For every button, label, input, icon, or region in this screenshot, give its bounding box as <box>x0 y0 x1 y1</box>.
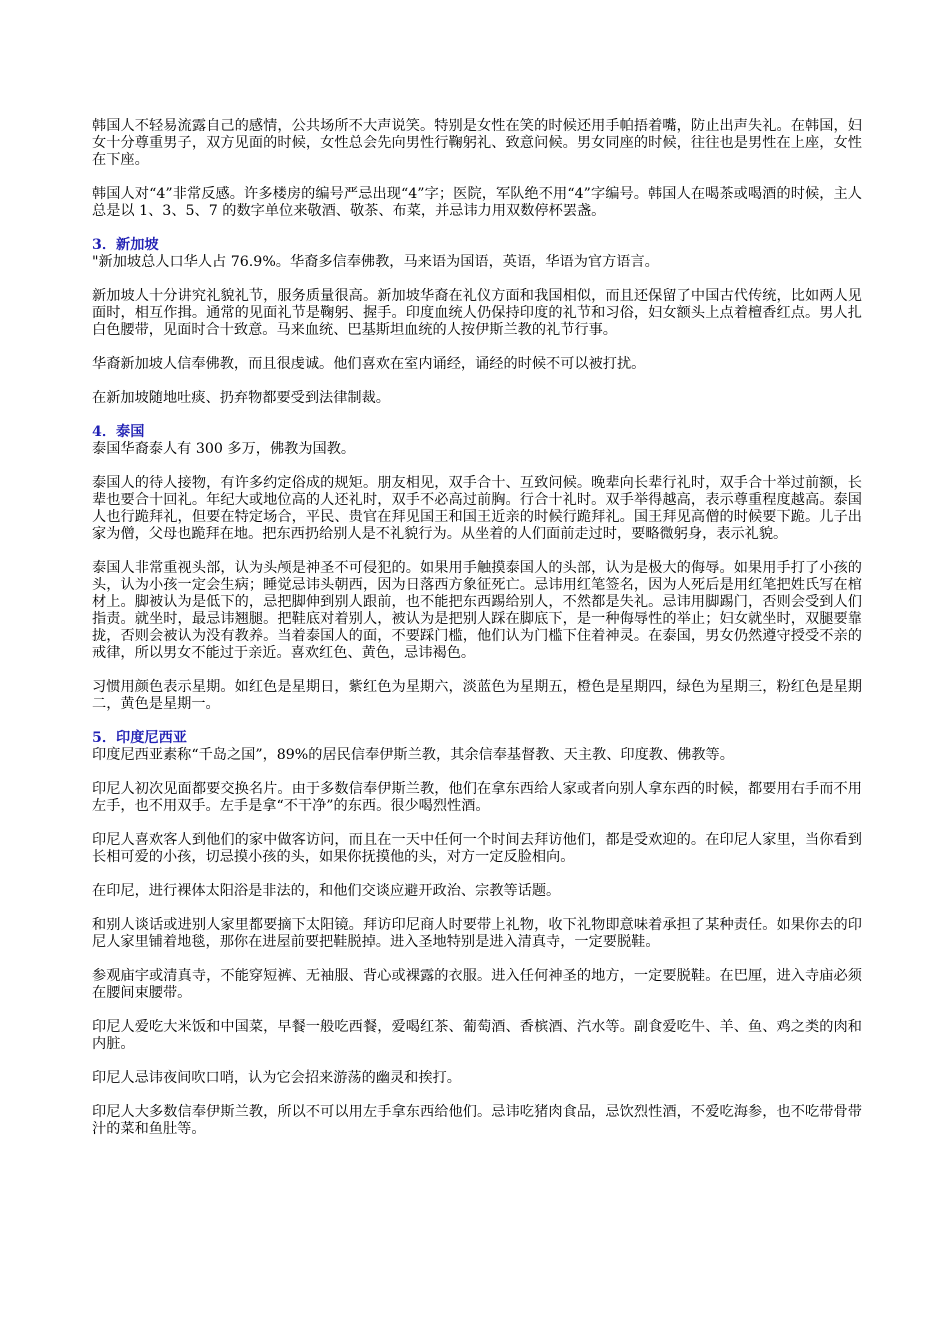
thailand-paragraph-1: 泰国华裔泰人有 300 多万，佛教为国教。 <box>92 441 356 457</box>
singapore-heading: 3．新加坡 <box>92 237 159 253</box>
singapore-paragraph-2: 新加坡人十分讲究礼貌礼节，服务质量很高。新加坡华裔在礼仪方面和我国相似，而且还保留了中国古代传统，比如两人见面时，相互作揖。通常的见面礼节是鞠躬、握手。印度血统人仍保持印度的礼节和习俗，妇女额头上点着檀香红点。男人扎白色腰带，见面时合十致意。马来血统、巴基斯坦血统的人按伊斯兰教的礼节行事。 <box>92 288 862 338</box>
indonesia-paragraph-1: 印度尼西亚素称“千岛之国”，89%的居民信奉伊斯兰教，其余信奉基督教、天主教、印度教、佛教等。 <box>92 747 734 763</box>
thailand-paragraph-4: 习惯用颜色表示星期。如红色是星期日，紫红色为星期六，淡蓝色为星期五，橙色是星期四，绿色为星期三，粉红色是星期二，黄色是星期一。 <box>92 679 862 712</box>
document-page <box>92 118 862 1155</box>
thailand-heading: 4．泰国 <box>92 424 145 440</box>
korea-paragraph-1: 韩国人不轻易流露自己的感情，公共场所不大声说笑。特别是女性在笑的时候还用手帕捂着嘴，防止出声失礼。在韩国，妇女十分尊重男子，双方见面的时候，女性总会先向男性行鞠躬礼、致意问候。男女同座的时候，往往也是男性在上座，女性在下座。 <box>92 118 862 168</box>
thailand-paragraph-3: 泰国人非常重视头部，认为头颅是神圣不可侵犯的。如果用手触摸泰国人的头部，认为是极大的侮辱。如果用手打了小孩的头，认为小孩一定会生病；睡觉忌讳头朝西，因为日落西方象征死亡。忌讳用红笔签名，因为人死后是用红笔把姓氏写在棺材上。脚被认为是低下的，忌把脚伸到别人跟前，也不能把东西踢给别人，不然都是失礼。忌讳用脚踢门，否则会受到人们指责。就坐时，最忌讳翘腿。把鞋底对着别人，被认为是把别人踩在脚底下，是一种侮辱性的举止；妇女就坐时，双腿要靠拢，否则会被认为没有教养。当着泰国人的面，不要踩门槛，他们认为门槛下住着神灵。在泰国，男女仍然遵守授受不亲的戒律，所以男女不能过于亲近。喜欢红色、黄色，忌讳褐色。 <box>92 560 862 661</box>
korea-paragraph-2: 韩国人对“4”非常反感。许多楼房的编号严忌出现“4”字；医院，军队绝不用“4”字编号。韩国人在喝茶或喝酒的时候，主人总是以 1、3、5、7 的数字单位来敬酒、敬茶、布菜，并忌讳力用双数停杯罢盏。 <box>92 186 862 219</box>
indonesia-paragraph-7: 印尼人爱吃大米饭和中国菜，早餐一般吃西餐，爱喝红茶、葡萄酒、香槟酒、汽水等。副食爱吃牛、羊、鱼、鸡之类的肉和内脏。 <box>92 1019 862 1052</box>
singapore-paragraph-1: "新加坡总人口华人占 76.9%。华裔多信奉佛教，马来语为国语，英语，华语为官方语言。 <box>92 254 659 270</box>
singapore-paragraph-3: 华裔新加坡人信奉佛教，而且很虔诚。他们喜欢在室内诵经，诵经的时候不可以被打扰。 <box>92 356 646 372</box>
indonesia-paragraph-2: 印尼人初次见面都要交换名片。由于多数信奉伊斯兰教，他们在拿东西给人家或者向别人拿东西的时候，都要用右手而不用左手，也不用双手。左手是拿“不干净”的东西。很少喝烈性酒。 <box>92 781 862 814</box>
indonesia-paragraph-3: 印尼人喜欢客人到他们的家中做客访问，而且在一天中任何一个时间去拜访他们，都是受欢迎的。在印尼人家里，当你看到长相可爱的小孩，切忌摸小孩的头，如果你抚摸他的头，对方一定反脸相向。 <box>92 832 862 865</box>
indonesia-heading: 5．印度尼西亚 <box>92 730 187 746</box>
indonesia-paragraph-8: 印尼人忌讳夜间吹口哨，认为它会招来游荡的幽灵和挨打。 <box>92 1070 461 1086</box>
thailand-paragraph-2: 泰国人的待人接物，有许多约定俗成的规矩。朋友相见，双手合十、互致问候。晚辈向长辈行礼时，双手合十举过前额，长辈也要合十回礼。年纪大或地位高的人还礼时，双手不必高过前胸。行合十礼时。双手举得越高，表示尊重程度越高。泰国人也行跪拜礼，但要在特定场合，平民、贵官在拜见国王和国王近亲的时候行跪拜礼。国王拜见高僧的时候要下跪。儿子出家为僧，父母也跪拜在地。把东西扔给别人是不礼貌行为。从坐着的人们面前走过时，要略微躬身，表示礼貌。 <box>92 475 862 542</box>
indonesia-paragraph-5: 和别人谈话或进别人家里都要摘下太阳镜。拜访印尼商人时要带上礼物，收下礼物即意味着承担了某种责任。如果你去的印尼人家里铺着地毯，那你在进屋前要把鞋脱掉。进入圣地特别是进入清真寺，一定要脱鞋。 <box>92 917 862 950</box>
singapore-paragraph-4: 在新加坡随地吐痰、扔弃物都要受到法律制裁。 <box>92 390 390 406</box>
indonesia-paragraph-9: 印尼人大多数信奉伊斯兰教，所以不可以用左手拿东西给他们。忌讳吃猪肉食品，忌饮烈性酒，不爱吃海参，也不吃带骨带汁的菜和鱼肚等。 <box>92 1104 862 1137</box>
indonesia-paragraph-6: 参观庙宇或清真寺，不能穿短裤、无袖服、背心或裸露的衣服。进入任何神圣的地方，一定要脱鞋。在巴厘，进入寺庙必须在腰间束腰带。 <box>92 968 862 1001</box>
indonesia-paragraph-4: 在印尼，进行裸体太阳浴是非法的，和他们交谈应避开政治、宗教等话题。 <box>92 883 561 899</box>
